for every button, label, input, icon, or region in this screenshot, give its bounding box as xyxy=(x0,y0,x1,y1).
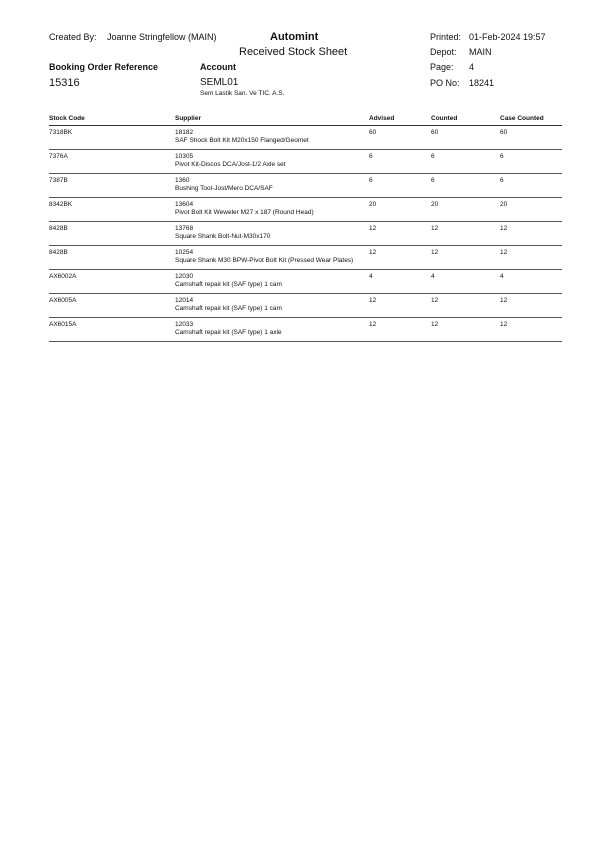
item-description: Square Shank M30 BPW-Pivot Bolt Kit (Pressed Wear Plates) xyxy=(175,257,354,264)
supplier-cell xyxy=(175,225,270,241)
sheet-title: Received Stock Sheet xyxy=(239,46,348,58)
table-header xyxy=(49,113,562,126)
po-value: 18241 xyxy=(469,78,495,88)
page-label: Page: xyxy=(430,62,454,72)
supplier-code: 12033 xyxy=(175,321,194,328)
stock-code-cell: AX6015A xyxy=(49,321,77,328)
table-row xyxy=(49,270,562,294)
col-stock-code: Stock Code xyxy=(49,115,85,122)
counted-cell: 6 xyxy=(431,153,435,160)
supplier-code: 10305 xyxy=(175,153,194,160)
stock-code-cell: 7387B xyxy=(49,177,68,184)
advised-cell: 60 xyxy=(369,129,377,136)
advised-cell: 20 xyxy=(369,201,377,208)
case-counted-cell: 60 xyxy=(500,129,508,136)
advised-cell: 12 xyxy=(369,297,377,304)
item-description: Camshaft repair kit (SAF type) 1 axle xyxy=(175,329,282,336)
item-description: Camshaft repair kit (SAF type) 1 cam xyxy=(175,305,282,312)
col-counted: Counted xyxy=(431,115,458,122)
supplier-cell xyxy=(175,273,282,289)
stock-code-cell: 8428B xyxy=(49,225,68,232)
supplier-code: 13768 xyxy=(175,225,194,232)
case-counted-cell: 20 xyxy=(500,201,508,208)
table-row xyxy=(49,246,562,270)
depot-value: MAIN xyxy=(469,47,492,57)
table-row xyxy=(49,222,562,246)
col-supplier: Supplier xyxy=(175,115,202,122)
table-row xyxy=(49,174,562,198)
table-row xyxy=(49,318,562,342)
counted-cell: 6 xyxy=(431,177,435,184)
booking-ref-value: 15316 xyxy=(49,77,80,89)
case-counted-cell: 12 xyxy=(500,321,508,328)
table-body xyxy=(49,126,562,342)
case-counted-cell: 4 xyxy=(500,273,504,280)
case-counted-cell: 12 xyxy=(500,249,508,256)
company-name: Automint xyxy=(270,31,319,43)
counted-cell: 12 xyxy=(431,321,439,328)
advised-cell: 6 xyxy=(369,177,373,184)
table-row xyxy=(49,126,562,150)
counted-cell: 12 xyxy=(431,249,439,256)
item-description: Pivot Bolt Kit Weweler M27 x 187 (Round Head) xyxy=(175,209,314,216)
printed-value: 01-Feb-2024 19:57 xyxy=(469,32,546,42)
supplier-code: 12030 xyxy=(175,273,194,280)
table-row xyxy=(49,294,562,318)
supplier-cell xyxy=(175,129,309,145)
booking-ref-label: Booking Order Reference xyxy=(49,62,159,72)
counted-cell: 60 xyxy=(431,129,439,136)
item-description: SAF Shock Bolt Kit M20x150 Flanged/Geomet xyxy=(175,137,309,144)
depot-label: Depot: xyxy=(430,47,457,57)
created-by-label: Created By: xyxy=(49,32,97,42)
supplier-code: 1360 xyxy=(175,177,190,184)
stock-table xyxy=(49,113,562,342)
case-counted-cell: 6 xyxy=(500,177,504,184)
advised-cell: 12 xyxy=(369,321,377,328)
stock-code-cell: AX6002A xyxy=(49,273,77,280)
page-value: 4 xyxy=(469,62,475,72)
table-row xyxy=(49,150,562,174)
supplier-code: 12014 xyxy=(175,297,194,304)
case-counted-cell: 6 xyxy=(500,153,504,160)
counted-cell: 20 xyxy=(431,201,439,208)
supplier-cell xyxy=(175,297,282,313)
item-description: Pivot Kit-Discos DCA/Jost-1/2 Axle set xyxy=(175,161,286,168)
account-name: Sem Lastik San. Ve TIC. A.S. xyxy=(200,90,285,97)
account-code: SEML01 xyxy=(200,77,239,88)
supplier-cell xyxy=(175,201,314,217)
advised-cell: 12 xyxy=(369,249,377,256)
item-description: Bushing Tool-Jost/Mero DCA/SAF xyxy=(175,185,273,192)
printed-label: Printed: xyxy=(430,32,462,42)
counted-cell: 12 xyxy=(431,225,439,232)
item-description: Square Shank Bolt-Nut-M30x170 xyxy=(175,233,271,240)
supplier-code: 18182 xyxy=(175,129,194,136)
created-by-value: Joanne Stringfellow (MAIN) xyxy=(107,32,217,42)
advised-cell: 4 xyxy=(369,273,373,280)
stock-code-cell: 8428B xyxy=(49,249,68,256)
advised-cell: 6 xyxy=(369,153,373,160)
case-counted-cell: 12 xyxy=(500,225,508,232)
advised-cell: 12 xyxy=(369,225,377,232)
counted-cell: 4 xyxy=(431,273,435,280)
case-counted-cell: 12 xyxy=(500,297,508,304)
supplier-cell xyxy=(175,153,286,169)
item-description: Camshaft repair kit (SAF type) 1 cam xyxy=(175,281,282,288)
supplier-cell xyxy=(175,249,353,265)
table-row xyxy=(49,198,562,222)
stock-code-cell: 8342BK xyxy=(49,201,73,208)
supplier-cell xyxy=(175,177,273,193)
col-advised: Advised xyxy=(369,115,395,122)
stock-code-cell: 7376A xyxy=(49,153,68,160)
counted-cell: 12 xyxy=(431,297,439,304)
col-case-counted: Case Counted xyxy=(500,115,544,122)
stock-code-cell: AX6005A xyxy=(49,297,77,304)
account-label: Account xyxy=(200,62,236,72)
supplier-code: 10254 xyxy=(175,249,194,256)
supplier-code: 13604 xyxy=(175,201,194,208)
supplier-cell xyxy=(175,321,282,337)
po-label: PO No: xyxy=(430,78,460,88)
stock-code-cell: 7318BK xyxy=(49,129,73,136)
